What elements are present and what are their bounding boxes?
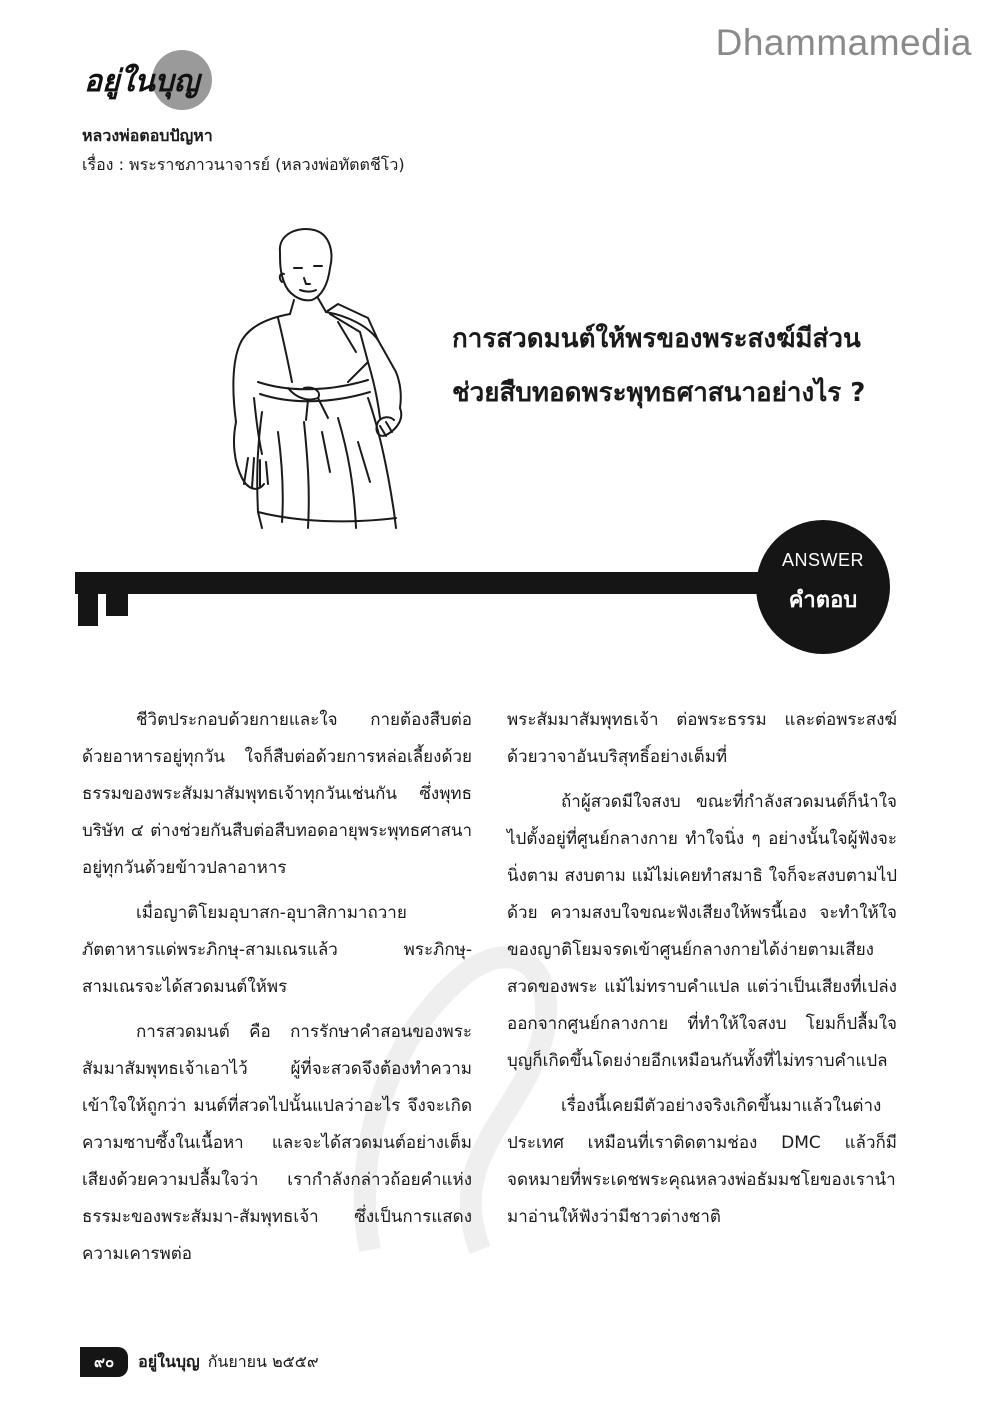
footer-magazine-name: อยู่ในบุญ [138,1351,200,1371]
article-column-left [82,702,472,1281]
logo-text: อยู่ในบุญ [84,64,200,99]
page-number: ๙๐ [80,1347,128,1377]
divider-block [78,594,98,626]
question-line-1: การสวดมนต์ให้พรของพระสงฆ์มีส่วน [452,324,861,354]
paragraph: ชีวิตประกอบด้วยกายและใจ กายต้องสืบต่อด้วยอาหารอยู่ทุกวัน ใจก็สืบต่อด้วยการหล่อเลี้ยงด้วยธรรมของพระสัมมาสัมพุทธเจ้าทุกวันเช่นกัน ซึ่งพุทธบริษัท ๔ ต่างช่วยกันสืบต่อสืบทอดอายุพระพุทธศาสนาอยู่ทุกวันด้วยข้าวปลาอาหาร [82,710,472,878]
answer-badge [756,520,890,654]
paragraph: เรื่องนี้เคยมีตัวอย่างจริงเกิดขึ้นมาแล้วในต่างประเทศ เหมือนที่เราติดตามช่อง DMC แล้วก็มีจดหมายที่พระเดชพระคุณหลวงพ่อธัมมชโยของเรานำมาอ่านให้ฟังว่ามีชาวต่างชาติ [507,1096,897,1227]
question-heading [452,312,922,420]
question-line-2: ช่วยสืบทอดพระพุทธศาสนาอย่างไร ? [452,378,866,408]
section-divider-bar [75,572,795,594]
paragraph: เมื่อญาติโยมอุบาสก-อุบาสิกามาถวายภัตตาหารแด่พระภิกษุ-สามเณรแล้ว พระภิกษุ-สามเณรจะได้สวดมนต์ให้พร [82,903,472,997]
magazine-logo [78,44,228,116]
paragraph: ถ้าผู้สวดมีใจสงบ ขณะที่กำลังสวดมนต์ก็นำใจไปตั้งอยู่ที่ศูนย์กลางกาย ทำใจนิ่ง ๆ อย่างนั้นใจผู้ฟังจะนิ่งตาม สงบตาม แม้ไม่เคยทำสมาธิ ใจก็จะสงบตามไปด้วย ความสงบใจขณะฟังเสียงให้พรนี้เอง จะทำให้ใจของญาติโยมจรดเข้าศูนย์กลางกายได้ง่ายตามเสียงสวดของพระ แม้ไม่ทราบคำแปล แต่ว่าเป็นเสียงที่เปล่งออกจากศูนย์กลางกาย ที่ทำให้ใจสงบ โยมก็ปลื้มใจ บุญก็เกิดขึ้นโดยง่ายอีกเหมือนกันทั้งที่ไม่ทราบคำแปล [507,792,897,1071]
footer-issue-date: กันยายน ๒๕๕๙ [207,1351,319,1371]
article-column-right [507,702,897,1244]
answer-badge-th: คำตอบ [788,588,858,613]
page-footer [80,1348,319,1376]
byline: เรื่อง : พระราชภาวนาจารย์ (หลวงพ่อทัตตชีโว) [82,155,405,174]
brand-watermark: Dhammamedia [715,22,972,63]
paragraph: พระสัมมาสัมพุทธเจ้า ต่อพระธรรม และต่อพระสงฆ์ ด้วยวาจาอันบริสุทธิ์อย่างเต็มที่ [507,710,897,767]
answer-badge-en: ANSWER [781,550,864,570]
paragraph: การสวดมนต์ คือ การรักษาคำสอนของพระสัมมาสัมพุทธเจ้าเอาไว้ ผู้ที่จะสวดจึงต้องทำความเข้าใจให้ถูกว่า มนต์ที่สวดไปนั้นแปลว่าอะไร จึงจะเกิดความซาบซึ้งในเนื้อหา และจะได้สวดมนต์อย่างเต็มเสียงด้วยความปลื้มใจว่า เรากำลังกล่าวถ้อยคำแห่งธรรมะของพระสัมมา-สัมพุทธเจ้า ซึ่งเป็นการแสดงความเคารพต่อ [82,1022,472,1264]
column-name: หลวงพ่อตอบปัญหา [82,126,213,145]
divider-block [106,594,128,616]
monk-illustration [218,222,428,536]
